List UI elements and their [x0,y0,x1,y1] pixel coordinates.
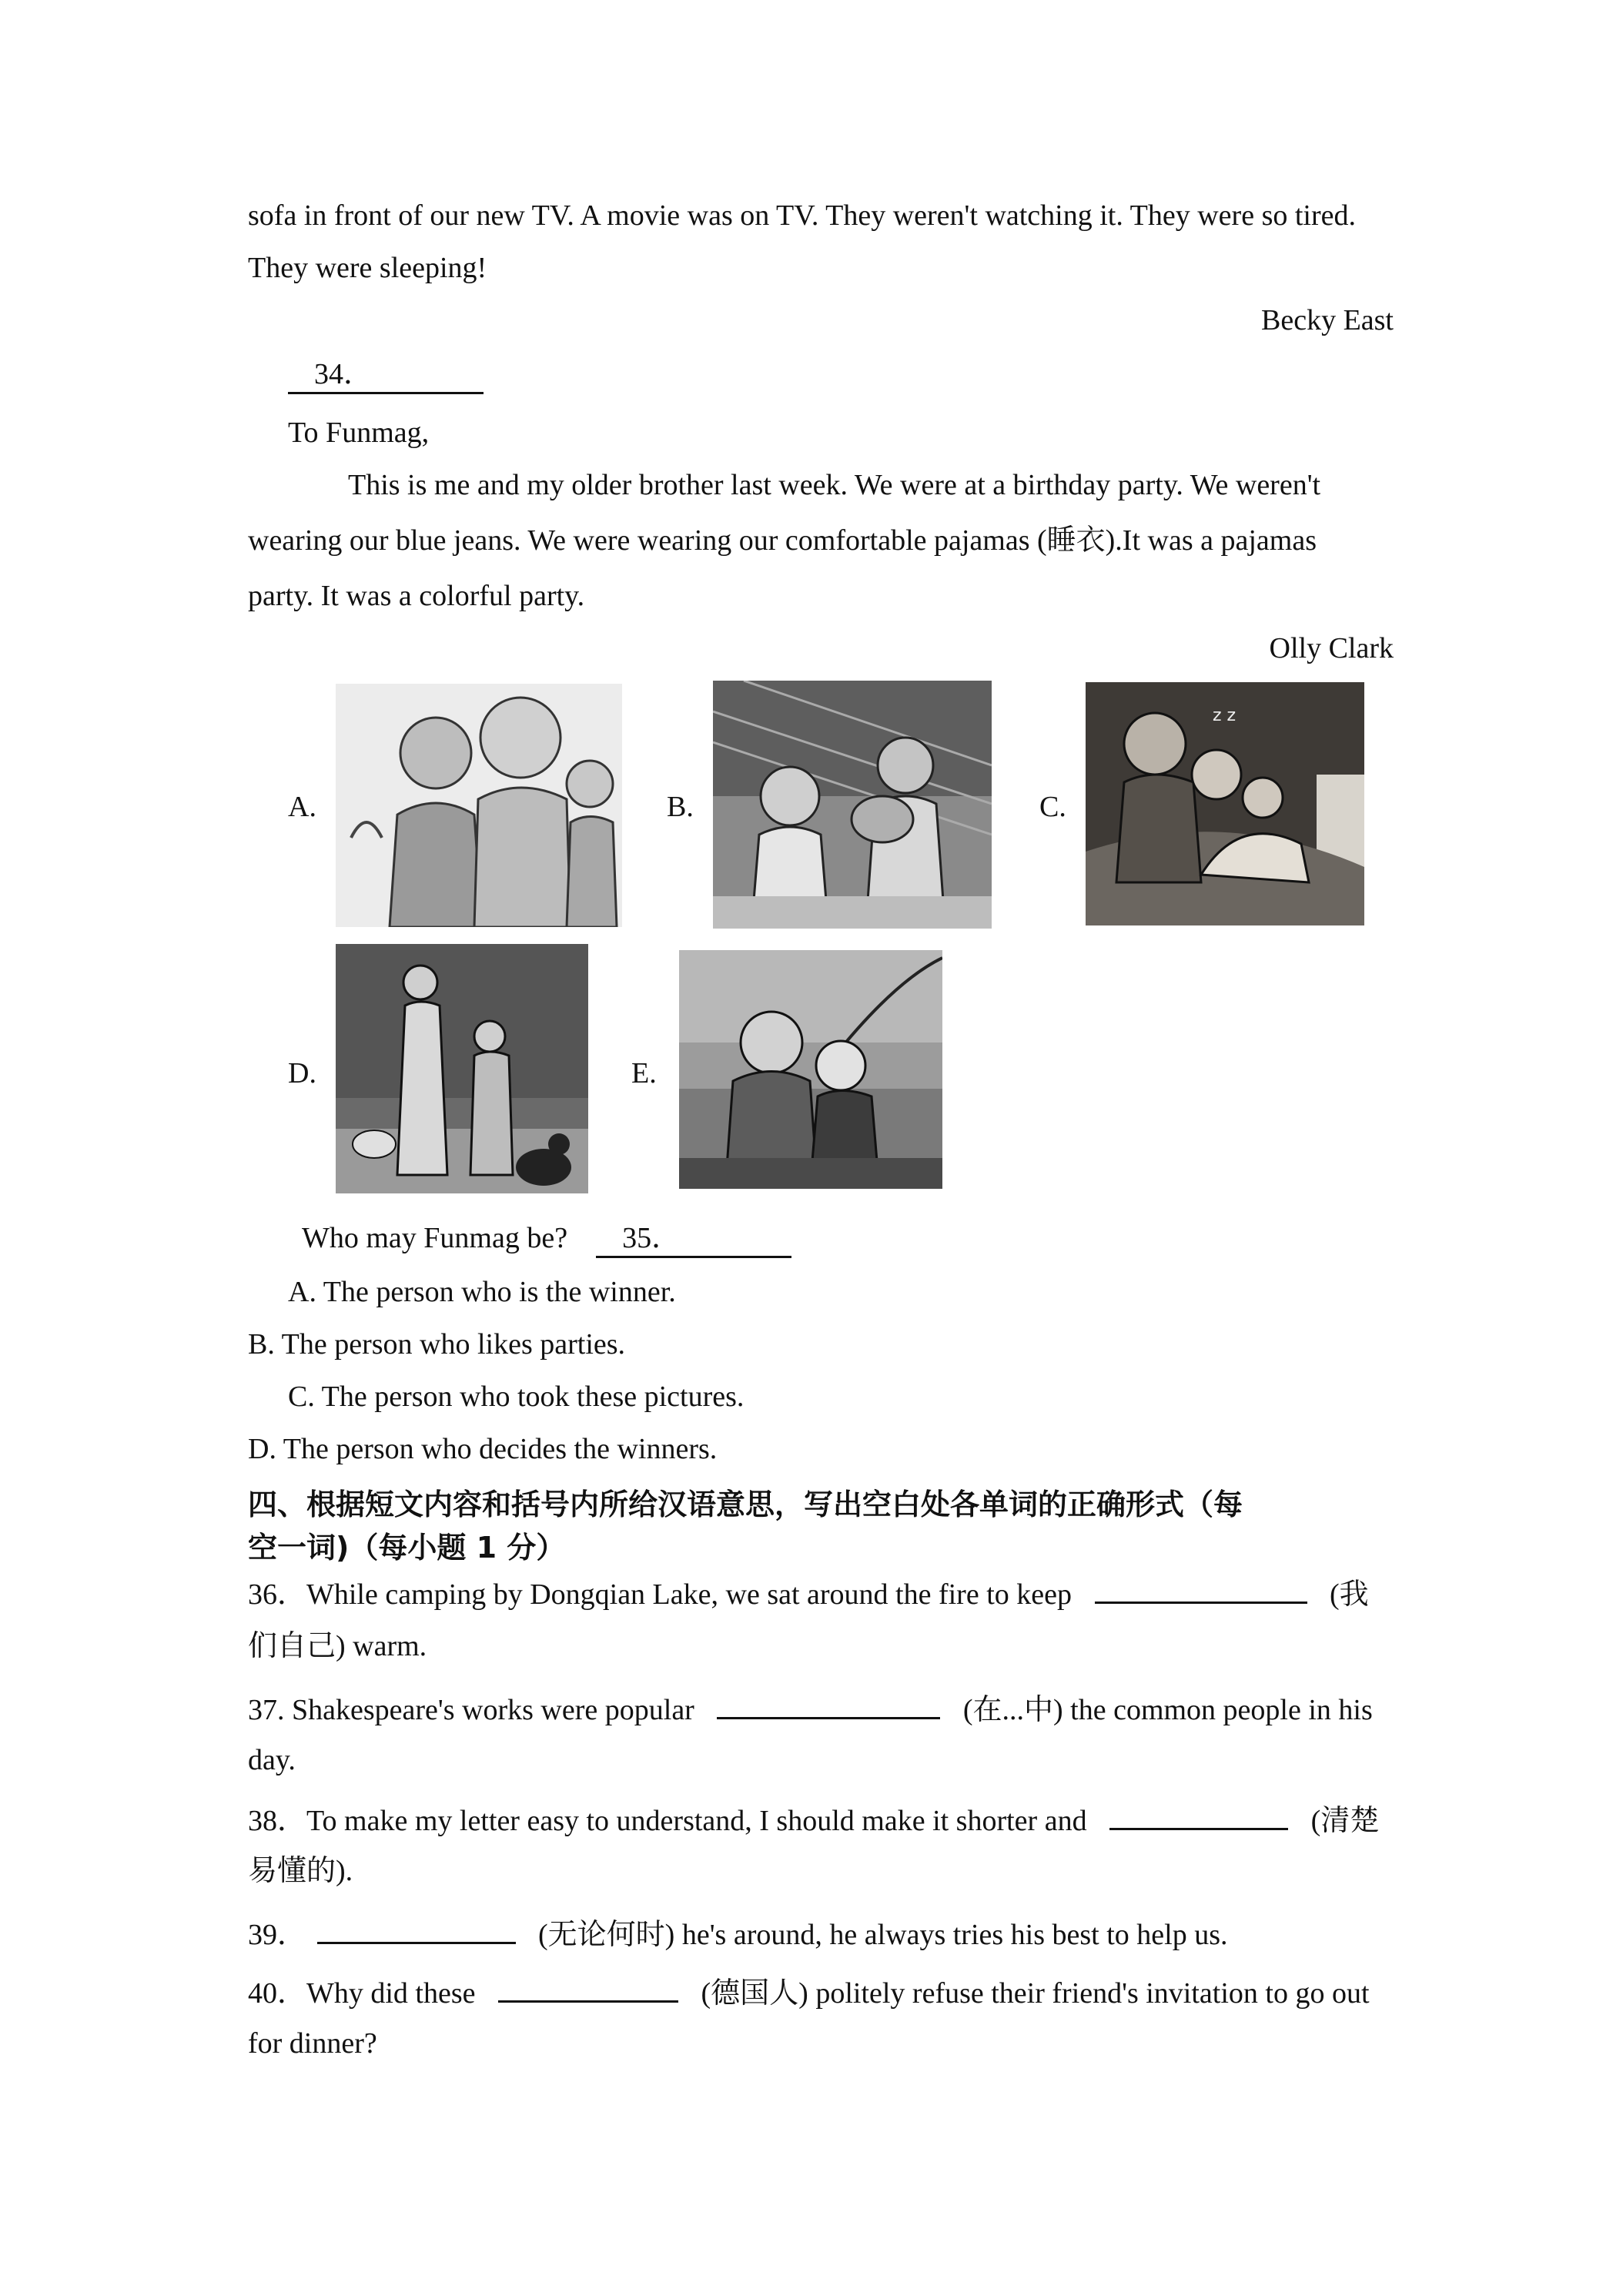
answer-blank-40[interactable] [498,1970,678,2003]
question-40 [248,1970,1370,2012]
question-37 [248,1686,1373,1729]
picture-label-a: A. [288,791,316,823]
answer-blank-35[interactable]: 35． [596,1220,791,1258]
question-36-text: 36．While camping by Dongqian Lake, we sat around the fire to keep [248,1578,1072,1611]
answer-blank-38[interactable] [1109,1797,1288,1830]
picture-label-d: D. [288,1057,316,1089]
picture-c-sleeping-image [1086,682,1364,925]
question-36 [248,1571,1369,1613]
letter-salutation: To Funmag, [288,417,430,449]
letter-line: party. It was a colorful party. [248,580,585,612]
question-36-hint: (我 [1330,1578,1369,1611]
passage-line: sofa in front of our new TV. A movie was on TV. They weren't watching it. They were so tired. [248,199,1356,232]
question-37-hint: (在...中) the common people in his [962,1694,1373,1726]
answer-blank-39[interactable] [317,1911,516,1944]
picture-label-c: C. [1039,791,1066,823]
option-b: B. The person who likes parties. [248,1328,626,1361]
picture-b-beach-image [713,681,992,929]
answer-blank-34[interactable] [288,356,484,394]
picture-d-dog-walk-image [336,944,588,1193]
question-39 [248,1911,1227,1953]
picture-a-boys-image [336,684,622,927]
section-4-title: 空一词)（每小题 1 分） [248,1531,566,1565]
question-38-hint: (清楚 [1310,1805,1380,1837]
question-38-text: 38．To make my letter easy to understand, I should make it shorter and [248,1805,1087,1837]
question-40-cont: for dinner? [248,2027,377,2060]
picture-label-e: E. [631,1057,657,1089]
option-c: C. The person who took these pictures. [288,1381,745,1413]
passage-line: They were sleeping! [248,252,487,284]
question-39-number: 39． [248,1919,307,1951]
blank-number: 34． [288,356,484,394]
question-35 [302,1220,791,1258]
question-39-hint: (无论何时) he's around, he always tries his best to help us. [538,1919,1228,1951]
question-37-text: 37. Shakespeare's works were popular [248,1694,694,1726]
question-40-hint: (德国人) politely refuse their friend's invitation to go out [701,1977,1370,2010]
section-4-title: 四、根据短文内容和括号内所给汉语意思，写出空白处各单词的正确形式（每 [248,1488,1243,1521]
option-a: A. The person who is the winner. [288,1276,676,1308]
letter-line: This is me and my older brother last week. We were at a birthday party. We weren't [348,469,1321,501]
option-d: D. The person who decides the winners. [248,1433,718,1465]
question-38 [248,1797,1379,1839]
answer-blank-37[interactable] [717,1686,940,1719]
question-40-text: 40．Why did these [248,1977,476,2010]
answer-blank-36[interactable] [1095,1571,1307,1604]
letter-line: wearing our blue jeans. We were wearing our comfortable pajamas (睡衣).It was a pajamas [248,524,1317,557]
signature-becky: Becky East [1260,304,1394,336]
question-37-cont: day. [248,1744,296,1776]
question-38-cont: 易懂的). [248,1855,353,1887]
picture-label-b: B. [667,791,694,823]
svg-text:z z: z z [1213,706,1236,725]
picture-e-fishing-image [679,950,942,1189]
question-36-cont: 们自己) warm. [248,1630,427,1662]
question-35-text: Who may Funmag be? [302,1222,568,1254]
signature-olly: Olly Clark [1269,632,1394,664]
